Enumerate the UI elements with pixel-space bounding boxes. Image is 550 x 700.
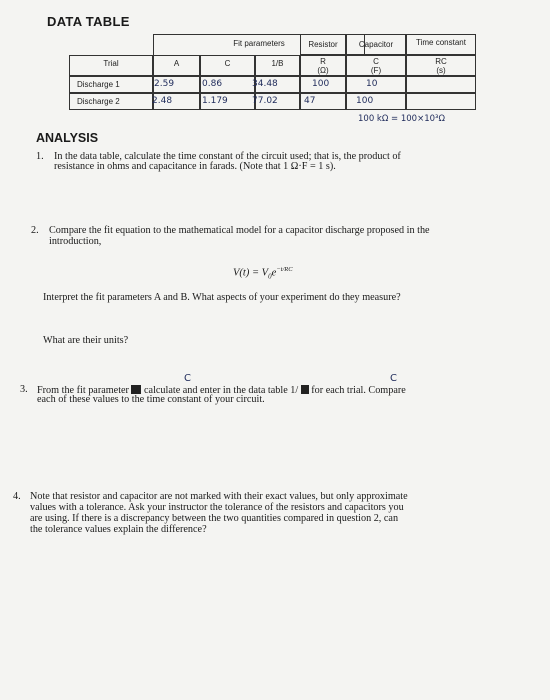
formula-sub: 0 <box>268 272 272 281</box>
discharge-formula <box>233 266 293 281</box>
header-capacitor: Capacitor <box>346 34 406 55</box>
redacted-mark-2 <box>301 385 309 394</box>
row1-label: Discharge 1 <box>69 76 153 93</box>
q2-line2: introduction, <box>49 236 102 247</box>
analysis-heading: ANALYSIS <box>36 131 99 145</box>
header-rc-unit: (s) <box>436 65 446 75</box>
q4-number: 4. <box>13 491 21 502</box>
header-rc <box>406 55 476 76</box>
row2-rc-cell <box>406 93 476 110</box>
hw-row2-c: 1.179 <box>202 96 228 106</box>
hw-row1-c: 0.86 <box>202 79 223 89</box>
hw-row1-a: 2.59 <box>154 79 175 89</box>
hw-row2-a: 2.48 <box>152 96 173 106</box>
hw-row1-b: 34.48 <box>252 79 278 89</box>
q1-line2: resistance in ohms and capacitance in farads. (Note that 1 Ω·F = 1 s). <box>54 161 336 172</box>
header-cap-label: C <box>373 56 379 66</box>
header-time-constant: Time constant <box>406 34 476 55</box>
row2-cap-cell <box>346 93 406 110</box>
header-c: C <box>200 55 255 76</box>
header-resistor: Resistor <box>300 34 346 55</box>
header-r-label: R <box>320 56 326 66</box>
q4-line2: values with a tolerance. Ask your instructor the tolerance of the resistors and capacitors you <box>30 502 404 513</box>
q3-line1-a: From the fit parameter <box>37 385 129 396</box>
q3-number: 3. <box>20 384 28 395</box>
redacted-mark <box>131 385 141 394</box>
q1-line1: In the data table, calculate the time constant of the circuit used; that is, the product of <box>54 151 401 162</box>
hw-row2-cap: 100 <box>356 96 374 106</box>
header-r-unit: (Ω) <box>317 65 329 75</box>
header-cap-c <box>346 55 406 76</box>
hw-row2-b: 77.02 <box>252 96 278 106</box>
header-one-over-b: 1/B <box>255 55 300 76</box>
header-cap-unit: (F) <box>370 65 382 75</box>
hw-c-above-1: C <box>184 373 191 384</box>
hw-row1-r: 100 <box>312 79 330 89</box>
q4-line1: Note that resistor and capacitor are not marked with their exact values, but only approximate <box>30 491 408 502</box>
formula-lhs: V(t) = V <box>233 267 269 279</box>
page-title: DATA TABLE <box>47 14 130 29</box>
hw-row2-r: 47 <box>304 96 316 106</box>
q4-line3: are using. If there is a discrepancy between the two quantities compared in question 2, can <box>30 513 399 524</box>
q2-interpret: Interpret the fit parameters A and B. What aspects of your experiment do they measure? <box>43 292 401 303</box>
q1-number: 1. <box>36 151 44 162</box>
header-a: A <box>153 55 200 76</box>
formula-e: e <box>271 267 277 279</box>
hw-conversion-note: 100 kΩ = 100×10³Ω <box>358 114 445 124</box>
header-fit-parameters: Fit parameters <box>153 34 365 55</box>
header-trial: Trial <box>69 55 153 76</box>
row2-label: Discharge 2 <box>69 93 153 110</box>
q2-number: 2. <box>31 225 39 236</box>
q4-line4: the tolerance values explain the difference? <box>30 524 207 535</box>
q3-line1-c: for each trial. Compare <box>311 385 406 396</box>
header-rc-label: RC <box>435 56 447 66</box>
row1-rc-cell <box>406 76 476 93</box>
header-r <box>300 55 346 76</box>
q2-line1: Compare the fit equation to the mathematical model for a capacitor discharge proposed in the <box>49 225 430 236</box>
hw-c-above-2: C <box>390 373 397 384</box>
q3-line2: each of these values to the time constant of your circuit. <box>37 394 265 405</box>
q2-units: What are their units? <box>43 335 129 346</box>
hw-row1-cap: 10 <box>366 79 378 89</box>
formula-exponent: −t/RC <box>276 266 293 273</box>
q3-line1-b: calculate and enter in the data table 1/ <box>144 385 299 396</box>
